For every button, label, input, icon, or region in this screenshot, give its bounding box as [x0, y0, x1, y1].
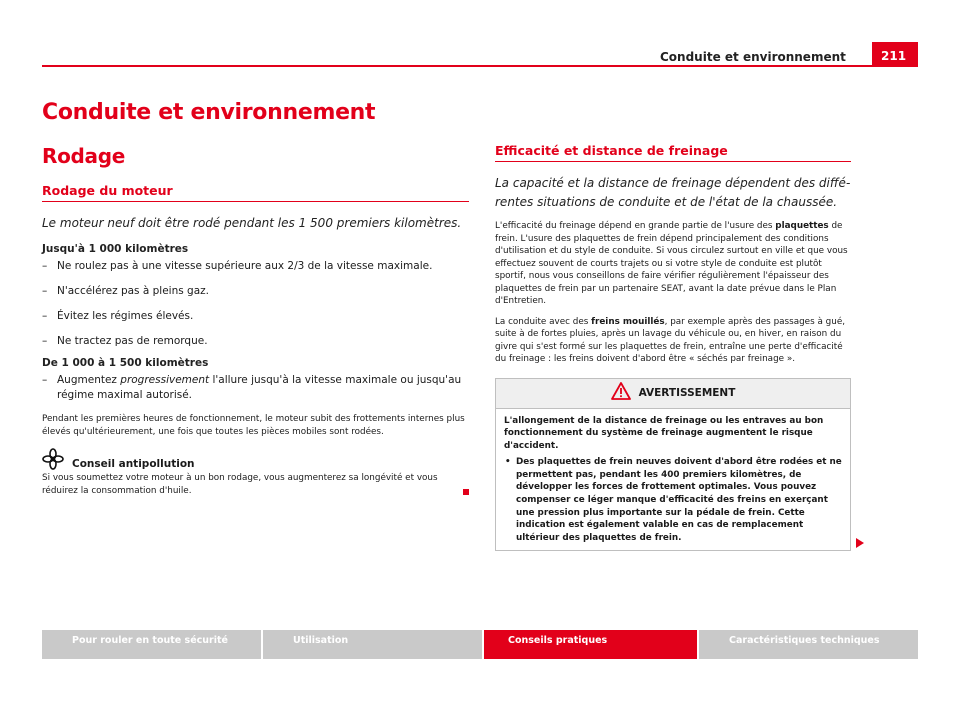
warning-triangle-icon	[611, 382, 631, 404]
footer-section-tabs	[42, 630, 918, 659]
subheading-engine-running-in: Rodage du moteur	[42, 183, 469, 202]
lead-text: Le moteur neuf doit être rodé pendant les 1 500 premiers kilomètres.	[42, 216, 462, 230]
end-of-section-marker	[463, 489, 469, 495]
warning-title: AVERTISSEMENT	[638, 387, 736, 399]
chapter-title: Conduite et environnement	[42, 100, 376, 125]
page-number: 211	[872, 42, 918, 66]
group-label-1000-1500: De 1 000 à 1 500 kilomètres	[42, 357, 209, 369]
paragraph-brake-pads: L'efficacité du freinage dépend en grande partie de l'usure des plaquettes de frein. L'usure des plaquettes de frein dépend principalement des conditions d'utilisation et du style de conduite. Si vous circulez surtout en ville et que vous effectuez souvent de courts trajets ou si votre style de conduite est plutôt sportif, nous vous conseillons de faire vérifier régulièrement l'épaisseur des plaquettes de frein par un partenaire SEAT, avant la date prévue dans le Plan d'Entretien.	[495, 221, 848, 306]
list-item: – Ne tractez pas de remorque.	[42, 335, 208, 347]
lead-text: La capacité et la distance de freinage dépendent des différentes situations de conduite et de l'état de la chaussée.	[495, 176, 851, 209]
warning-paragraph: L'allongement de la distance de freinage ou les entraves au bon fonctionnement du système de freinage augmentent le risque d'accident.	[504, 415, 824, 451]
list-item: – Augmentez progressivement l'allure jusqu'à la vitesse maximale ou jusqu'au régime maximal autorisé.	[42, 374, 462, 401]
subheading-braking: Efficacité et distance de freinage	[495, 143, 851, 162]
running-in-note: Pendant les premières heures de fonctionnement, le moteur subit des frottements internes plus élevés qu'ultérieurement, une fois que toutes les pièces mobiles sont rodées.	[42, 414, 465, 437]
environment-tip-title: Conseil antipollution	[72, 458, 195, 470]
leaf-icon	[42, 448, 64, 470]
tab-safety[interactable]: Pour rouler en toute sécurité	[42, 630, 261, 659]
header-rule	[42, 65, 918, 67]
list-item: – Évitez les régimes élevés.	[42, 310, 194, 322]
section-title: Rodage	[42, 144, 126, 168]
tab-technical-data[interactable]: Caractéristiques techniques	[699, 630, 918, 659]
tab-practical-tips[interactable]: Conseils pratiques	[484, 630, 697, 659]
warning-bullet: • Des plaquettes de frein neuves doivent d'abord être rodées et ne permettent pas, pendant les 400 premiers kilomètres, de développer les forces de frottement optimales. Vous pouvez compenser ce léger manque d'efficacité des freins en exerçant une pression plus importante sur la pédale de frein. Cette indication est également valable en cas de remplacement ultérieur des plaquettes de frein.	[505, 457, 842, 543]
paragraph-wet-brakes: La conduite avec des freins mouillés, par exemple après des passages à gué, suite à de fortes pluies, après un lavage du véhicule ou, en hiver, en raison du givre qui s'est formé sur les plaquettes de frein, entraîne une perte d'efficacité du freinage : les freins doivent d'abord être « séchés par freinage ».	[495, 316, 846, 364]
running-header: Conduite et environnement	[660, 50, 846, 64]
warning-box	[495, 378, 851, 552]
environment-tip	[42, 448, 469, 497]
right-column	[495, 143, 851, 551]
left-column	[42, 183, 469, 505]
continue-arrow-icon	[856, 533, 864, 552]
group-label-0-1000: Jusqu'à 1 000 kilomètres	[42, 243, 189, 255]
tab-operation[interactable]: Utilisation	[263, 630, 482, 659]
list-item: – N'accélérez pas à pleins gaz.	[42, 285, 210, 297]
environment-tip-text: Si vous soumettez votre moteur à un bon rodage, vous augmenterez sa longévité et vous réduirez la consommation d'huile.	[42, 473, 438, 496]
list-item: – Ne roulez pas à une vitesse supérieure aux 2/3 de la vitesse maximale.	[42, 260, 433, 272]
